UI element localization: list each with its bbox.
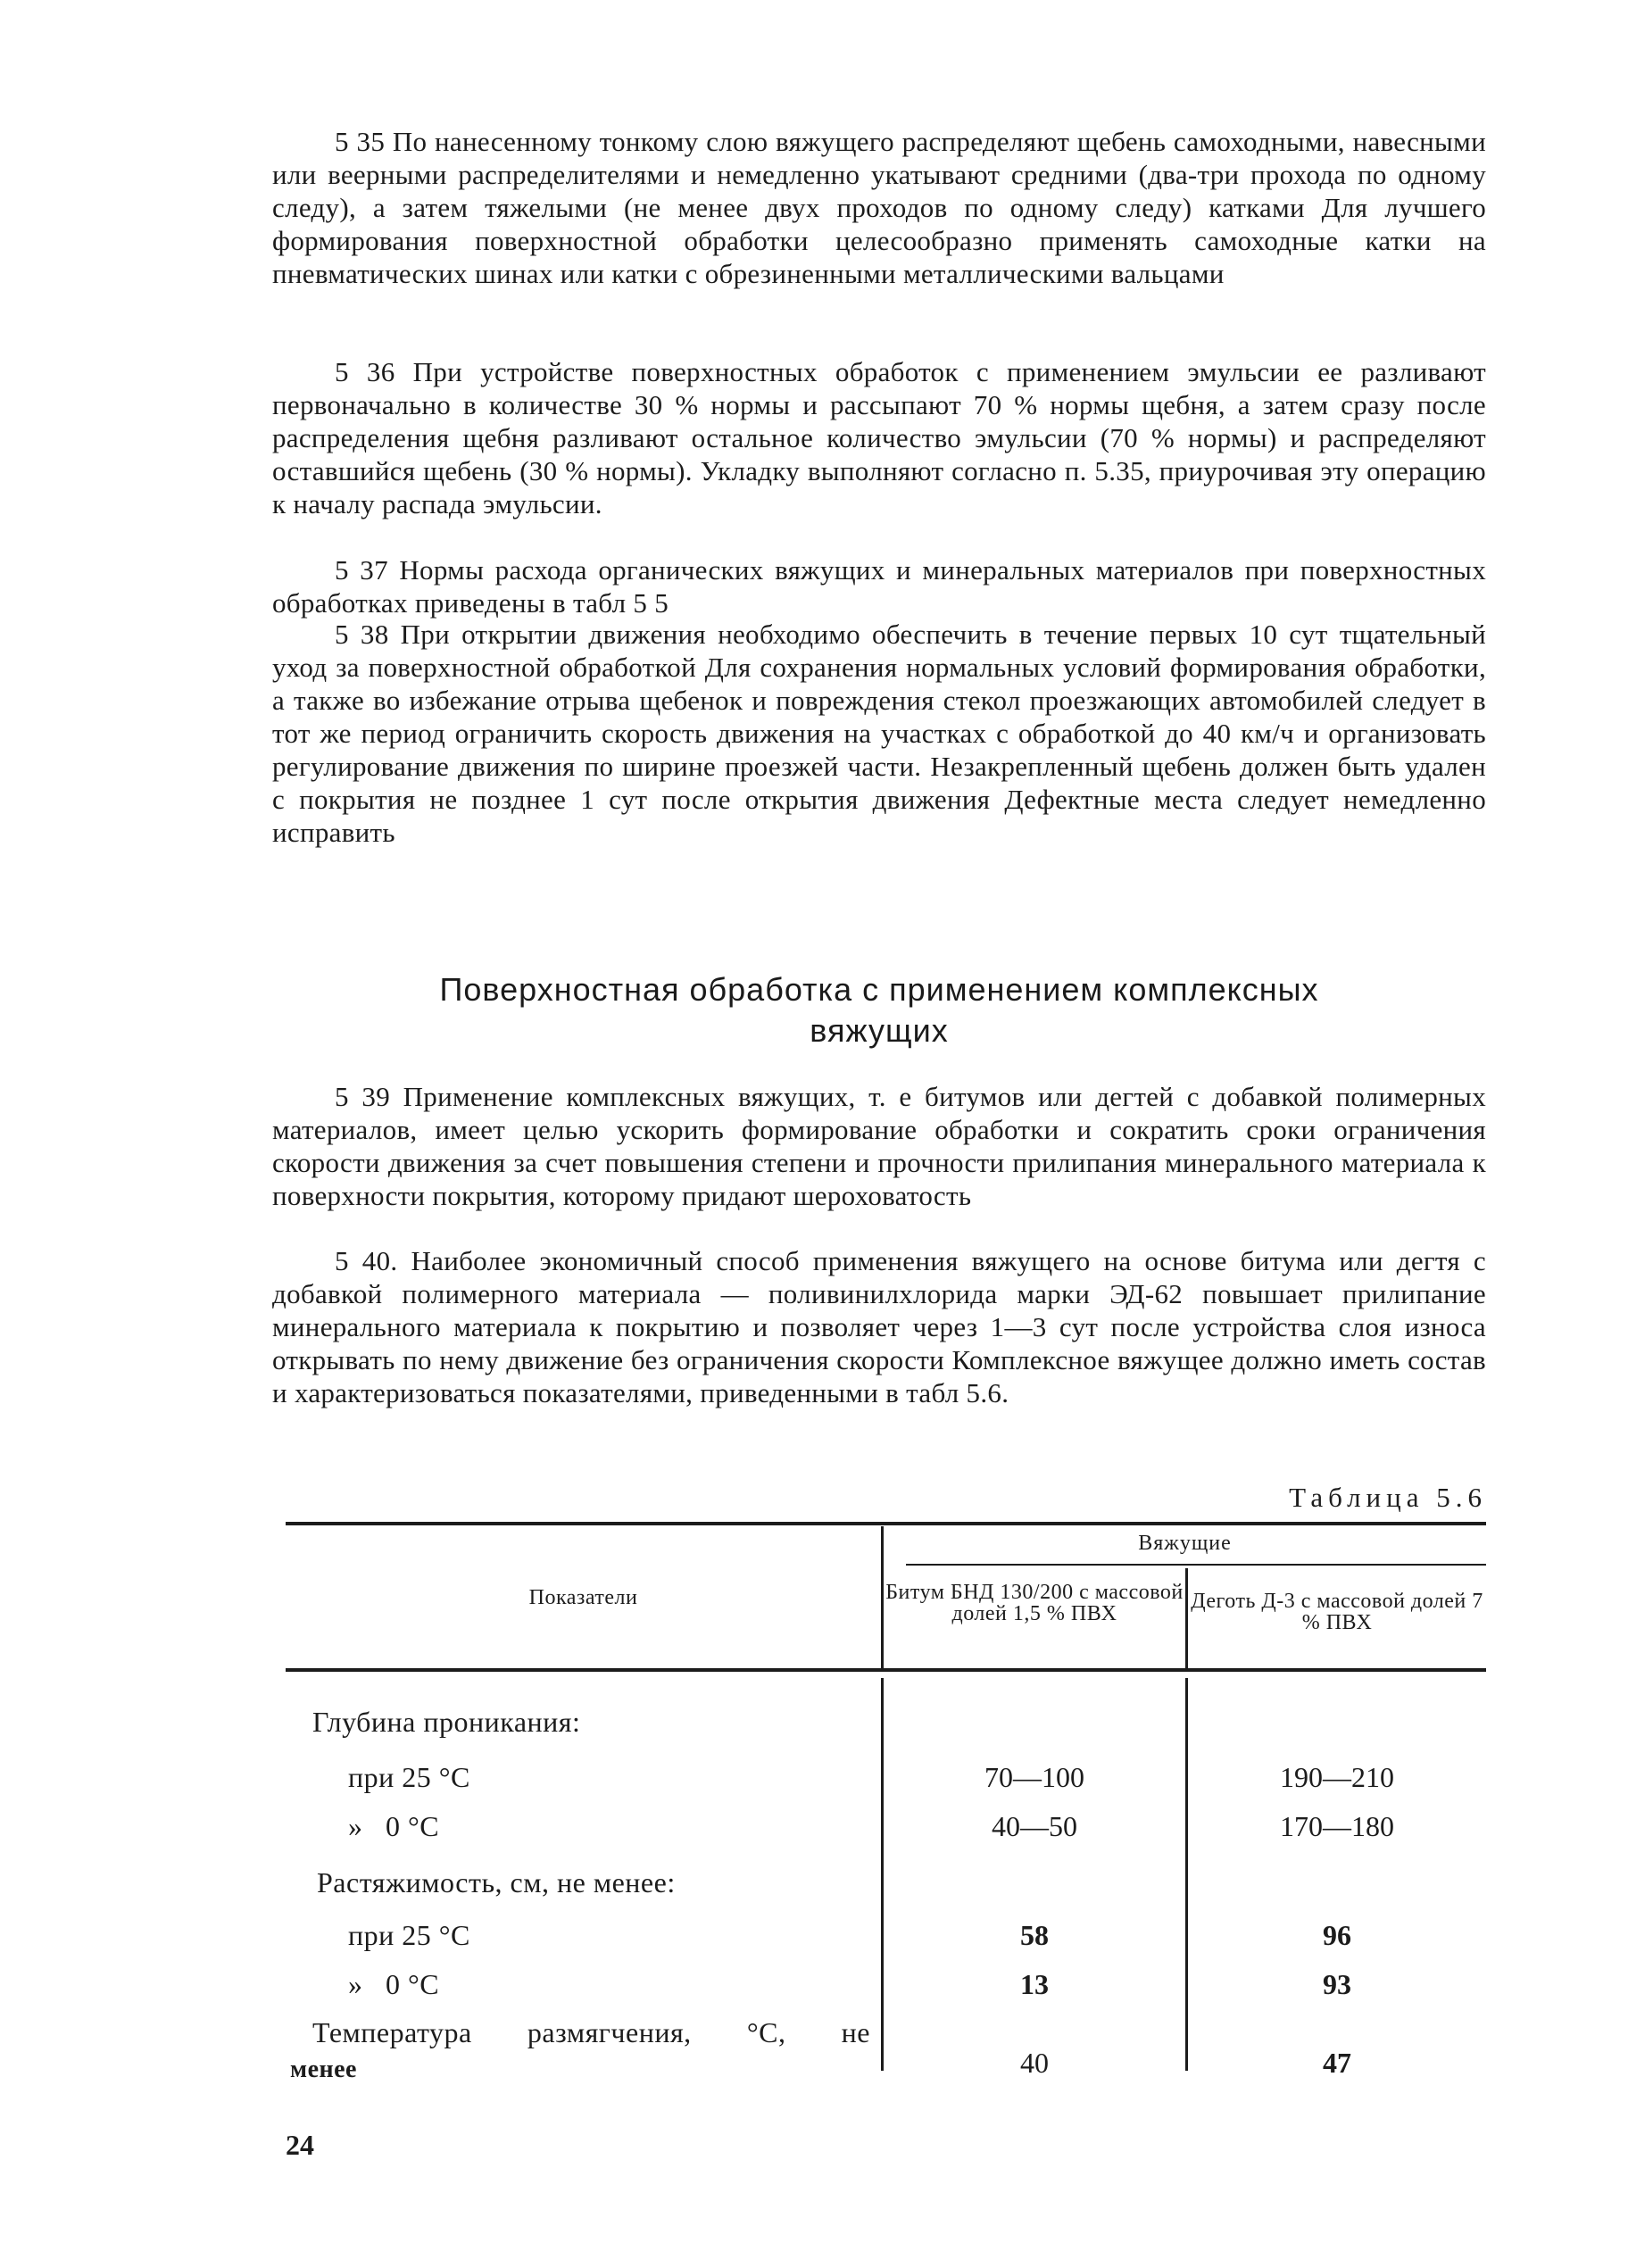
table-cell: 96 [1323, 1919, 1351, 1951]
table-cell: 93 [1323, 1968, 1351, 2000]
table-row-label: » 0 °С [348, 1968, 440, 2000]
table-row-label: Растяжимость, см, не менее: [317, 1866, 676, 1898]
table-cell: 190—210 [1280, 1761, 1394, 1793]
paragraph-5-38: 5 38 При открытии движения необходимо обеспечить в течение первых 10 сут тщательный уход за поверхностной обработкой Для сохранения нормальных условий формирования обработки, а также во избежание отрыва щебенок и повреждения стекол проезжающих автомобилей следует в тот же период ограничить скорость движения на участках с обработкой до 40 км/ч и организовать регулирование движения по ширине проезжей части. Незакрепленный щебень должен быть удален с покрытия не позднее 1 сут после открытия движения Дефектные места следует немедленно исправить [272, 619, 1486, 848]
paragraph-5-40: 5 40. Наиболее экономичный способ применения вяжущего на основе битума или дегтя с добавкой полимерного материала — поливинилхлорида марки ЭД-62 повышает прилипание минерального материала к покрытию и позволяет через 1—3 сут после устройства слоя износа открывать по нему движение без ограничения скорости Комплексное вяжущее должно иметь состав и характеризоваться показателями, приведенными в табл 5.6. [272, 1245, 1486, 1408]
table-cell: 40—50 [992, 1810, 1077, 1842]
table-row-label: » 0 °С [348, 1810, 440, 1842]
table-header-bitumen: Битум БНД 130/200 с массовой долей 1,5 % ПВХ [885, 1581, 1184, 1625]
page-number: 24 [286, 2129, 314, 2161]
table-caption: Таблица 5.6 [1289, 1482, 1487, 1513]
table-cell: 170—180 [1280, 1810, 1394, 1842]
table-row-label: Глубина проникания: [312, 1706, 581, 1738]
table-cell: 70—100 [984, 1761, 1084, 1793]
section-heading [272, 969, 1486, 1051]
paragraph-5-36: 5 36 При устройстве поверхностных обработок с применением эмульсии ее разливают первоначально в количестве 30 % нормы и рассыпают 70 % нормы щебня, а затем сразу после распределения щебня разливают остальное количество эмульсии (70 % нормы) и распределяют оставшийся щебень (30 % нормы). Укладку выполняют согласно п. 5.35, приурочивая эту операцию к началу распада эмульсии. [272, 356, 1486, 519]
table-header-binders: Вяжущие [1138, 1532, 1232, 1555]
table-subheader-rule [906, 1564, 1486, 1566]
table-cell: 47 [1323, 2047, 1351, 2079]
table-row-label: при 25 °С [348, 1761, 470, 1793]
table-header-rule [286, 1668, 1486, 1672]
paragraph-5-35: 5 35 По нанесенному тонкому слою вяжущего распределяют щебень самоходными, навесными или веерными распределителями и немедленно укатывают средними (два-три прохода по одному следу), а затем тяжелыми (не менее двух проходов по одному следу) катками Для лучшего формирования поверхностной обработки целесообразно применять самоходные катки на пневматических шинах или катки с обрезиненными металлическими вальцами [272, 126, 1486, 289]
table-column-divider [1185, 1678, 1188, 2071]
table-cell: 40 [1020, 2047, 1049, 2079]
table-column-divider [881, 1678, 884, 2071]
paragraph-5-39: 5 39 Применение комплексных вяжущих, т. е битумов или дегтей с добавкой полимерных материалов, имеет целью ускорить формирование обработки и сократить сроки ограничения скорости движения за счет повышения степени и прочности прилипания минерального материала к поверхности покрытия, которому придают шероховатость [272, 1081, 1486, 1211]
section-heading-line-1: Поверхностная обработка с применением комплексных [439, 971, 1319, 1008]
table-header-tar: Деготь Д-3 с массовой долей 7 % ПВХ [1191, 1590, 1483, 1634]
table-cell: 58 [1020, 1919, 1049, 1951]
table-cell: 13 [1020, 1968, 1049, 2000]
paragraph-5-37: 5 37 Нормы расхода органических вяжущих и минеральных материалов при поверхностных обработках приведены в табл 5 5 [272, 554, 1486, 619]
section-heading-line-2: вяжущих [810, 1012, 949, 1049]
table-row-label: Температура размягчения, °С, не [312, 2016, 870, 2048]
table-header-indicators: Показатели [528, 1586, 638, 1609]
table-row-label-continuation: менее [290, 2056, 357, 2083]
table-row-label: при 25 °С [348, 1919, 470, 1951]
table-top-rule [286, 1522, 1486, 1525]
